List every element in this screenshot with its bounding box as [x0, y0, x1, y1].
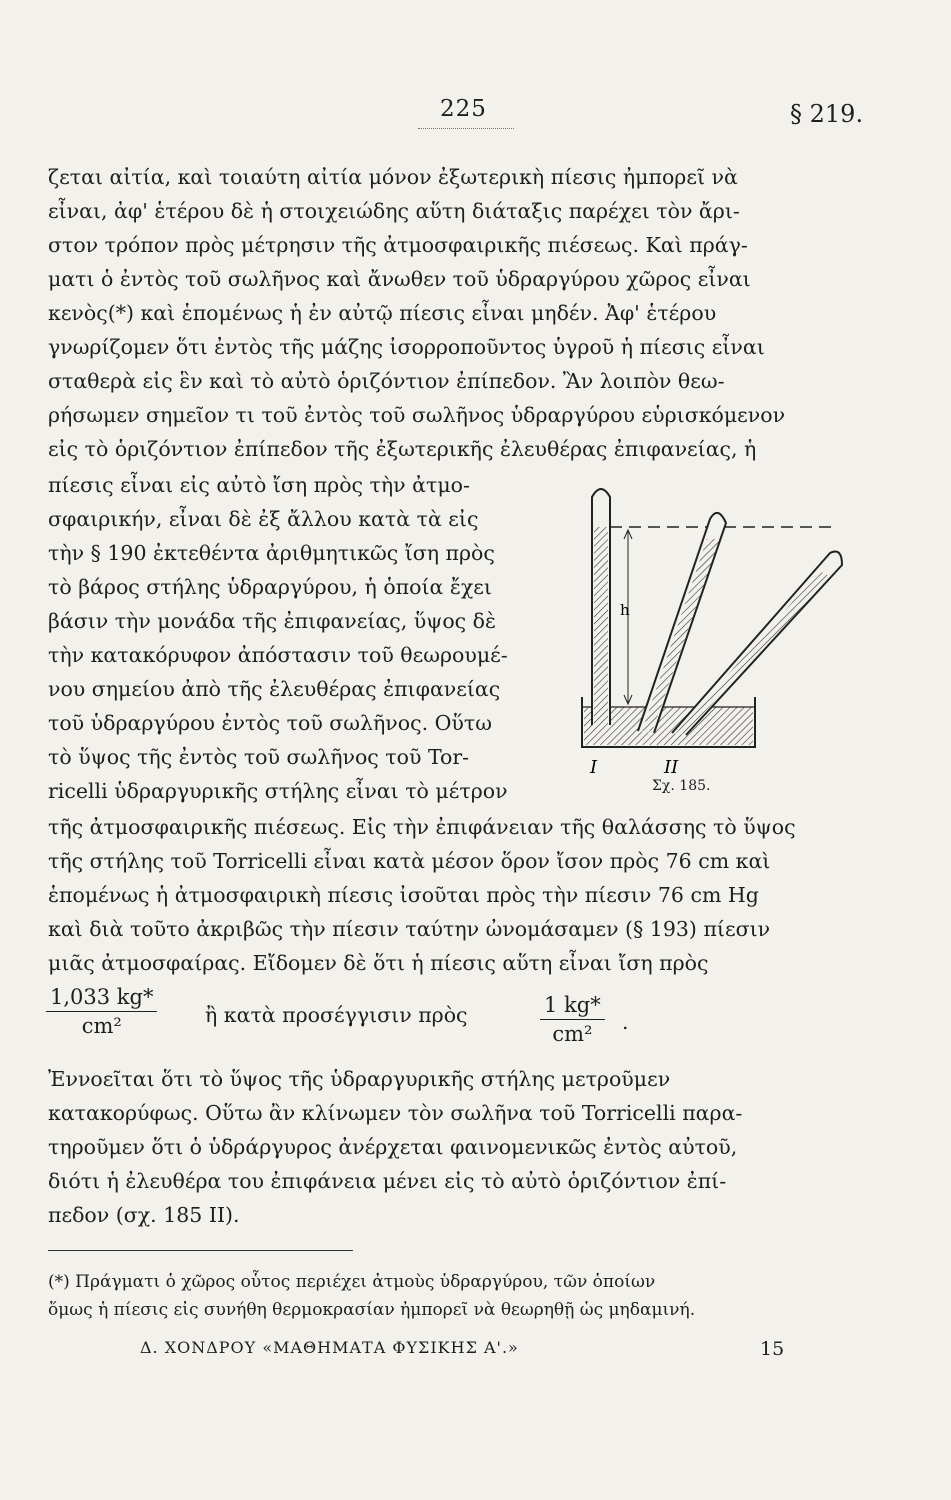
text-line: τοῦ ὑδραργύρου ἐντὸς τοῦ σωλῆνος. Οὕτω: [48, 711, 492, 735]
text-line: εἰς τὸ ὁριζόντιον ἐπίπεδον τῆς ἐξωτερικῆς ἐλευθέρας ἐπιφανείας, ἡ: [48, 437, 757, 461]
fraction-denominator: cm²: [81, 1014, 122, 1038]
text-line: πίεσις εἶναι εἰς αὐτὸ ἴση πρὸς τὴν ἀτμο-: [48, 473, 470, 497]
text-line: μιᾶς ἀτμοσφαίρας. Εἴδομεν δὲ ὅτι ἡ πίεσις αὕτη εἶναι ἴση πρὸς: [48, 951, 709, 975]
fraction-denominator: cm²: [552, 1022, 593, 1046]
text-line: ἑπομένως ἡ ἀτμοσφαιρικὴ πίεσις ἰσοῦται πρὸς τὴν πίεσιν 76 cm Hg: [48, 883, 759, 907]
text-line: ricelli ὑδραργυρικῆς στήλης εἶναι τὸ μέτρον: [48, 779, 508, 803]
text-line: ματι ὁ ἐντὸς τοῦ σωλῆνος καὶ ἄνωθεν τοῦ ὑδραργύρου χῶρος εἶναι: [48, 267, 751, 291]
page-number: 225: [440, 96, 487, 122]
text-line: τῆς ἀτμοσφαιρικῆς πιέσεως. Εἰς τὴν ἐπιφάνειαν τῆς θαλάσσης τὸ ὕψος: [48, 815, 796, 839]
header-rule: [418, 128, 514, 129]
text-line: σταθερὰ εἰς ἓν καὶ τὸ αὐτὸ ὁριζόντιον ἐπίπεδον. Ἂν λοιπὸν θεω-: [48, 369, 725, 393]
formula-period: .: [622, 1010, 629, 1034]
text-line: Ἐννοεῖται ὅτι τὸ ὕψος τῆς ὑδραργυρικῆς στήλης μετροῦμεν: [48, 1067, 671, 1091]
text-line: τὴν § 190 ἐκτεθέντα ἀριθμητικῶς ἴση πρὸς: [48, 541, 495, 565]
fraction-numerator: 1,033 kg*: [46, 985, 157, 1012]
text-line: στον τρόπον πρὸς μέτρησιν τῆς ἀτμοσφαιρικῆς πιέσεως. Καὶ πράγ-: [48, 233, 748, 257]
text-line: ζεται αἰτία, καὶ τοιαύτη αἰτία μόνον ἐξωτερικὴ πίεσις ἠμπορεῖ νὰ: [48, 165, 738, 189]
text-line: πεδον (σχ. 185 II).: [48, 1203, 240, 1227]
book-footer: Δ. ΧΟΝΔΡΟΥ «ΜΑΘΗΜΑΤΑ ΦΥΣΙΚΗΣ Α'.»: [140, 1338, 519, 1357]
text-line: τῆς στήλης τοῦ Torricelli εἶναι κατὰ μέσον ὅρον ἴσον πρὸς 76 cm καὶ: [48, 849, 771, 873]
text-line: διότι ἡ ἐλευθέρα του ἐπιφάνεια μένει εἰς τὸ αὐτὸ ὁριζόντιον ἐπί-: [48, 1169, 727, 1193]
text-line: βάσιν τὴν μονάδα τῆς ἐπιφανείας, ὕψος δὲ: [48, 609, 497, 633]
height-label: h: [620, 601, 630, 619]
text-line: κενὸς(*) καὶ ἑπομένως ἡ ἐν αὐτῷ πίεσις εἶναι μηδέν. Ἀφ' ἑτέρου: [48, 301, 717, 325]
text-line: τηροῦμεν ὅτι ὁ ὑδράργυρος ἀνέρχεται φαινομενικῶς ἐντὸς αὐτοῦ,: [48, 1135, 738, 1159]
text-line: γνωρίζομεν ὅτι ἐντὸς τῆς μάζης ἰσορροποῦντος ὑγροῦ ἡ πίεσις εἶναι: [48, 335, 765, 359]
text-line: εἶναι, ἀφ' ἑτέρου δὲ ἡ στοιχειώδης αὕτη διάταξις παρέχει τὸν ἄρι-: [48, 199, 740, 223]
figure-caption: Σχ. 185.: [652, 778, 711, 794]
fraction-numerator: 1 kg*: [540, 993, 605, 1020]
signature-number: 15: [760, 1338, 785, 1360]
text-line: τὸ βάρος στήλης ὑδραργύρου, ἡ ὁποία ἔχει: [48, 575, 492, 599]
footnote-line: ὅμως ἡ πίεσις εἰς συνήθη θερμοκρασίαν ἠμπορεῖ νὰ θεωρηθῇ ὡς μηδαμινή.: [48, 1300, 696, 1320]
fraction-1: [540, 993, 605, 1046]
torricelli-figure: [580, 475, 850, 805]
text-line: τὸ ὕψος τῆς ἐντὸς τοῦ σωλῆνος τοῦ Tor-: [48, 745, 470, 769]
text-line: τὴν κατακόρυφον ἀπόστασιν τοῦ θεωρουμέ-: [48, 643, 508, 667]
fraction-1033: [46, 985, 157, 1038]
footnote-line: (*) Πράγματι ὁ χῶρος οὗτος περιέχει ἀτμοὺς ὑδραργύρου, τῶν ὁποίων: [48, 1272, 656, 1292]
footnote-rule: [48, 1250, 353, 1251]
tube-label-I: I: [590, 757, 598, 778]
section-number: § 219.: [790, 100, 864, 128]
text-line: ρήσωμεν σημεῖον τι τοῦ ἐντὸς τοῦ σωλῆνος ὑδραργύρου εὑρισκόμενον: [48, 403, 786, 427]
formula-text: ἢ κατὰ προσέγγισιν πρὸς: [205, 1003, 468, 1027]
text-line: καὶ διὰ τοῦτο ἀκριβῶς τὴν πίεσιν ταύτην ὠνομάσαμεν (§ 193) πίεσιν: [48, 917, 771, 941]
text-line: κατακορύφως. Οὕτω ἂν κλίνωμεν τὸν σωλῆνα τοῦ Torricelli παρα-: [48, 1101, 743, 1125]
tube-label-II: II: [664, 757, 679, 778]
text-line: νου σημείου ἀπὸ τῆς ἐλευθέρας ἐπιφανείας: [48, 677, 501, 701]
text-line: σφαιρικήν, εἶναι δὲ ἐξ ἄλλου κατὰ τὰ εἰς: [48, 507, 479, 531]
